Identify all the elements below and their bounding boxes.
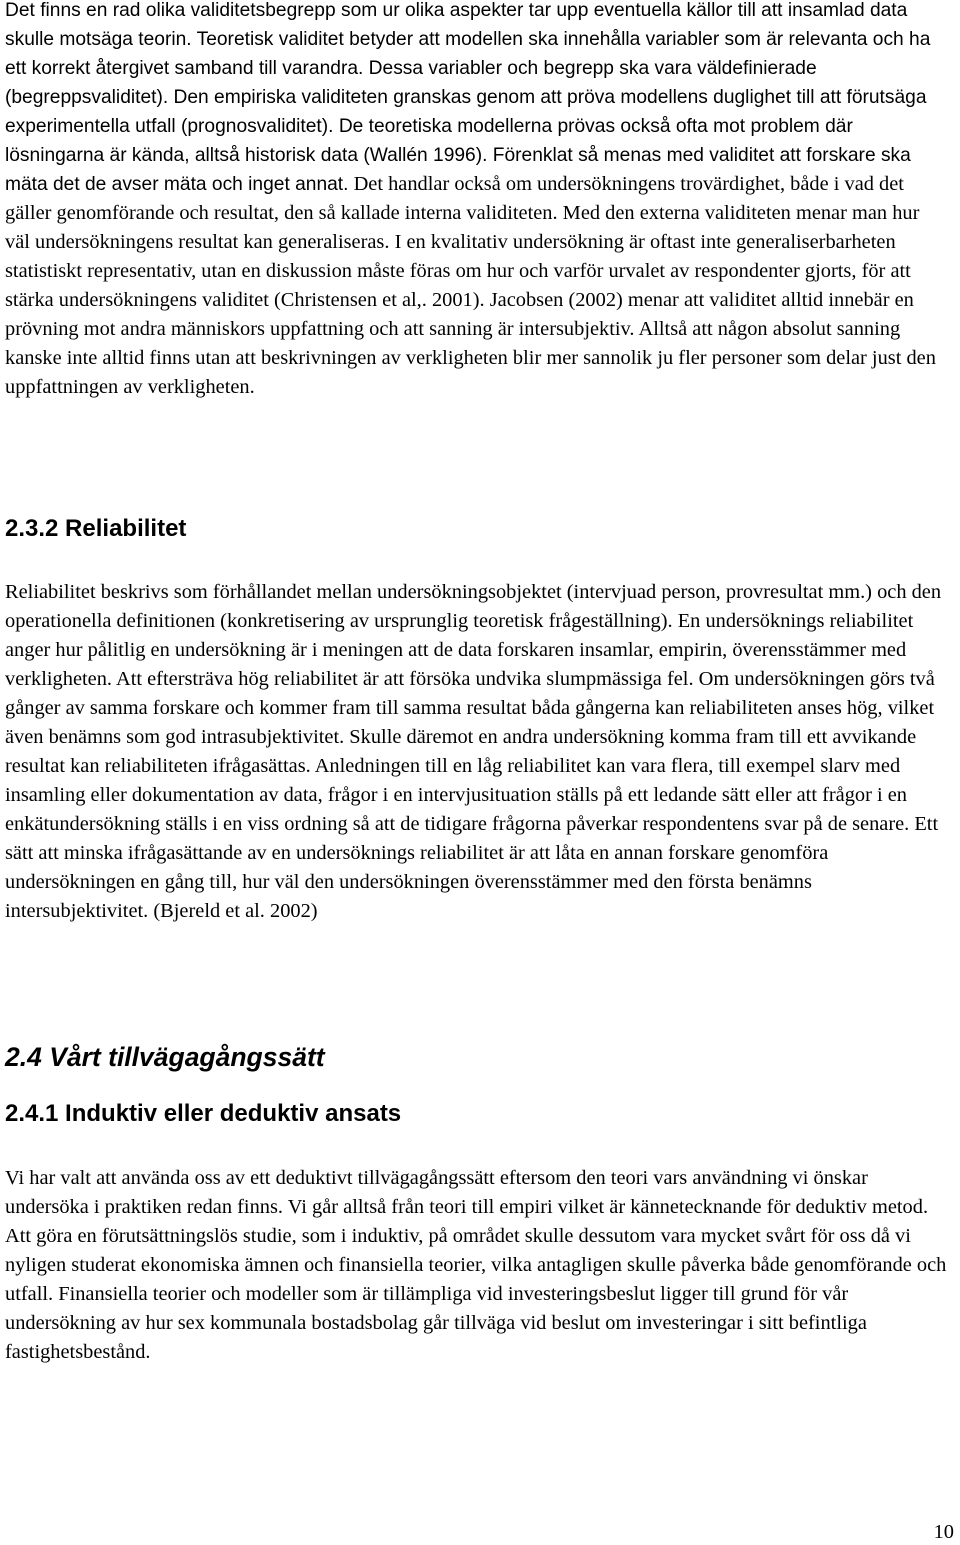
deductive-approach-paragraph: Vi har valt att använda oss av ett deduktivt tillvägagångssätt eftersom den teori vars användning vi önskar undersöka i praktiken redan finns. Vi går alltså från teori till empiri vilket är kännetecknande för deduktiv metod. Att göra en förutsättningslös studie, som i induktiv, på området skulle dessutom vara mycket svårt för oss då vi nyligen studerat ekonomiska ämnen och finansiella teorier, vilka antagligen skulle påverka både genomförande och utfall. Finansiella teorier och modeller som är tillämpliga vid investeringsbeslut ligger till grund för vår undersökning av hur sex kommunala bostadsbolag går tillväga vid beslut om investeringar i sitt befintliga fastighetsbestånd. [5,1167,947,1363]
validity-paragraph [5,0,948,402]
page-number: 10 [933,1521,954,1543]
heading-reliabilitet: 2.3.2 Reliabilitet [5,515,187,542]
heading-induktiv-deduktiv: 2.4.1 Induktiv eller deduktiv ansats [5,1100,402,1127]
validity-paragraph-sans-run: Det finns en rad olika validitetsbegrepp som ur olika aspekter tar upp eventuella källor till att insamlad data skulle motsäga teorin. Teoretisk validitet betyder att modellen ska innehålla variabler som är relevanta och ha ett korrekt återgivet samband till varandra. Dessa variabler och begrepp ska vara väldefinierade (begreppsvaliditet). Den empiriska validiteten granskas genom att pröva modellens duglighet till att förutsäga experimentella utfall (prognosvaliditet). De teoretiska modellerna prövas också ofta mot problem där lösningarna är kända, alltså historisk data (Wallén 1996). Förenklat så menas med validitet att forskare ska mäta det de avser mäta och inget annat. [5,0,931,195]
reliability-paragraph: Reliabilitet beskrivs som förhållandet mellan undersökningsobjektet (intervjuad person, provresultat mm.) och den operationella definitionen (konkretisering av ursprunglig teoretisk frågeställning). En undersöknings reliabilitet anger hur pålitlig en undersökning är i meningen att de data forskaren insamlar, empirin, överensstämmer med verkligheten. Att eftersträva hög reliabilitet är att försöka undvika slumpmässiga fel. Om undersökningen görs två gånger av samma forskare och kommer fram till samma resultat båda gångerna kan reliabiliteten anses hög, vilket även benämns som god intrasubjektivitet. Skulle däremot en andra undersökning komma fram till ett avvikande resultat kan reliabiliteten ifrågasättas. Anledningen till en låg reliabilitet kan vara flera, till exempel slarv med insamling eller dokumentation av data, frågor i en intervjusituation ställs på ett ledande sätt eller att frågor i en enkätundersökning ställs i en viss ordning så att de tidigare frågorna påverkar respondentens svar på de senare. Ett sätt att minska ifrågasättande av en undersöknings reliabilitet är att låta en annan forskare genomföra undersökningen en gång till, hur väl den undersökningen överensstämmer med den första benämns intersubjektivitet. (Bjereld et al. 2002) [5,581,942,922]
validity-paragraph-serif-run: Det handlar också om undersökningens trovärdighet, både i vad det gäller genomförande och resultat, den så kallade interna validiteten. Med den externa validiteten menar man hur väl undersökningens resultat kan generaliseras. I en kvalitativ undersökning är oftast inte generaliserbarheten statistiskt representativ, utan en diskussion måste föras om hur och varför urvalet av respondenter gjorts, för att stärka undersökningens validitet (Christensen et al,. 2001). Jacobsen (2002) menar att validitet alltid innebär en prövning mot andra människors uppfattning och att sanning är intersubjektiv. Alltså att någon absolut sanning kanske inte alltid finns utan att beskrivningen av verkligheten blir mer sannolik ju fler personer som delar just den uppfattningen av verkligheten. [5,173,936,398]
heading-vart-tillvagagangssatt: 2.4 Vårt tillvägagångssätt [5,1042,325,1072]
